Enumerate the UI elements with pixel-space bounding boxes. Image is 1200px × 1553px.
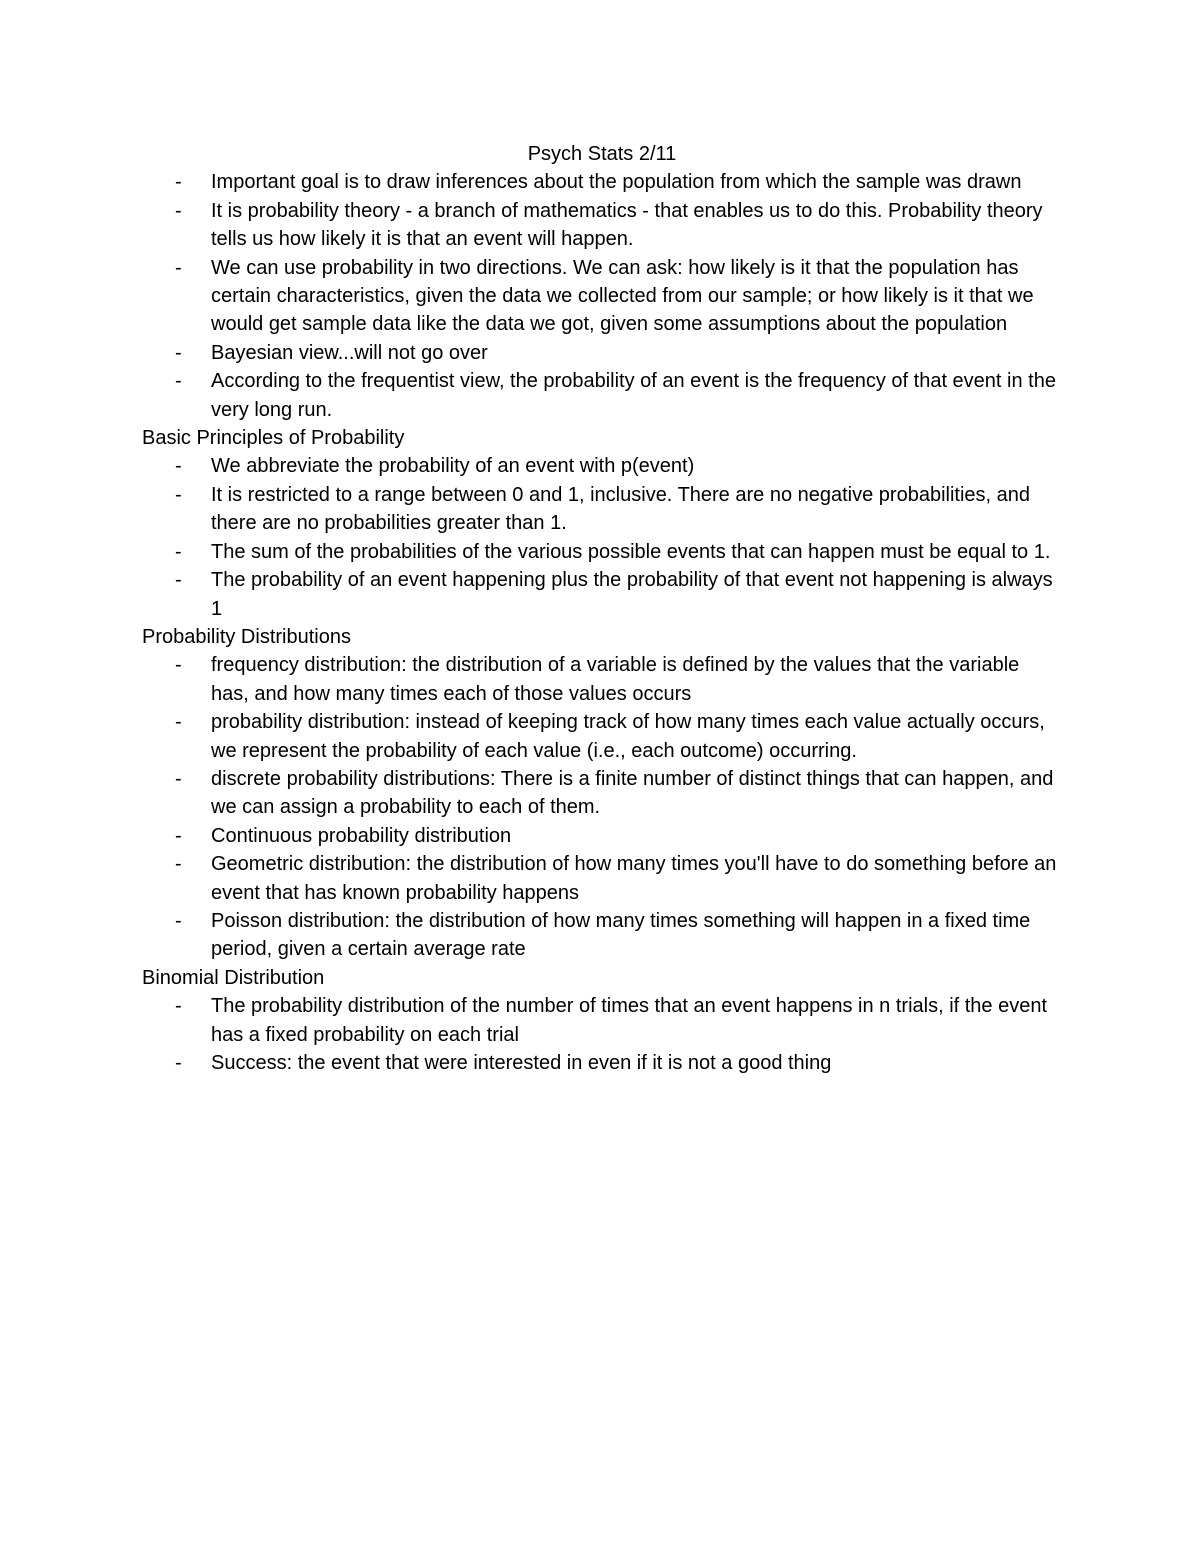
section-heading-basic-principles: Basic Principles of Probability xyxy=(142,427,405,450)
list-item xyxy=(142,254,1062,339)
list-item-text: Continuous probability distribution xyxy=(211,824,512,847)
list-item xyxy=(142,765,1062,822)
list-item-text: discrete probability distributions: There is a finite number of distinct things that can happen, and we can assign a probability to each of them. xyxy=(211,767,1054,819)
bullet-dash: - xyxy=(175,341,182,364)
basic-principles-bullet-list xyxy=(142,452,1062,622)
bullet-dash: - xyxy=(175,483,182,506)
bullet-dash: - xyxy=(175,199,182,222)
list-item xyxy=(142,566,1062,623)
list-item-text: We can use probability in two directions. We can ask: how likely is it that the population has certain characteristics, given the data we collected from our sample; or how likely is it that we would get sample data like the data we got, given some assumptions about the population xyxy=(211,256,1034,336)
bullet-dash: - xyxy=(175,455,182,478)
bullet-dash: - xyxy=(175,995,182,1018)
section-heading-probability-distributions: Probability Distributions xyxy=(142,625,351,648)
bullet-dash: - xyxy=(175,569,182,592)
page-title: Psych Stats 2/11 xyxy=(527,143,677,165)
list-item-text: It is restricted to a range between 0 and 1, inclusive. There are no negative probabilities, and there are no probabilities greater than 1. xyxy=(211,483,1031,535)
list-item-text: Success: the event that were interested in even if it is not a good thing xyxy=(211,1052,832,1074)
list-item-text: Poisson distribution: the distribution of how many times something will happen in a fixed time period, given a certain average rate xyxy=(211,909,1031,961)
list-item xyxy=(142,1049,1062,1077)
bullet-dash: - xyxy=(175,370,182,393)
list-item xyxy=(142,481,1062,538)
list-item xyxy=(142,992,1062,1049)
list-item xyxy=(142,538,1062,566)
bullet-dash: - xyxy=(175,540,182,563)
list-item xyxy=(142,197,1062,254)
bullet-dash: - xyxy=(175,909,182,932)
list-item-text: Geometric distribution: the distribution of how many times you'll have to do something before an event that has known probability happens xyxy=(211,853,1057,904)
list-item xyxy=(142,708,1062,765)
document-page xyxy=(142,140,1062,1077)
bullet-dash: - xyxy=(175,853,182,876)
list-item xyxy=(142,452,1062,480)
probability-distributions-bullet-list xyxy=(142,651,1062,963)
list-item-text: The sum of the probabilities of the various possible events that can happen must be equal to 1. xyxy=(211,540,1051,563)
list-item-text: probability distribution: instead of keeping track of how many times each value actually occurs, we represent the probability of each value (i.e., each outcome) occurring. xyxy=(211,711,1045,762)
list-item-text: We abbreviate the probability of an event with p(event) xyxy=(211,455,695,478)
bullet-dash: - xyxy=(175,1052,182,1074)
bullet-dash: - xyxy=(175,824,182,847)
list-item-text: The probability of an event happening plus the probability of that event not happening is always 1 xyxy=(211,569,1053,620)
list-item-text: Bayesian view...will not go over xyxy=(211,341,488,364)
bullet-dash: - xyxy=(175,711,182,734)
binomial-distribution-bullet-list xyxy=(142,992,1062,1077)
list-item-text: The probability distribution of the number of times that an event happens in n trials, if the event has a fixed probability on each trial xyxy=(211,995,1048,1046)
list-item xyxy=(142,822,1062,850)
list-item-text: Important goal is to draw inferences about the population from which the sample was drawn xyxy=(211,171,1022,194)
list-item xyxy=(142,651,1062,708)
list-item xyxy=(142,850,1062,907)
list-item-text: frequency distribution: the distribution of a variable is defined by the values that the variable has, and how many times each of those values occurs xyxy=(211,654,1020,705)
list-item xyxy=(142,168,1062,196)
intro-bullet-list xyxy=(142,168,1062,424)
list-item xyxy=(142,907,1062,964)
list-item-text: It is probability theory - a branch of mathematics - that enables us to do this. Probability theory tells us how likely it is that an event will happen. xyxy=(211,199,1043,251)
bullet-dash: - xyxy=(175,256,182,279)
list-item xyxy=(142,367,1062,424)
list-item xyxy=(142,339,1062,367)
list-item-text: According to the frequentist view, the probability of an event is the frequency of that event in the very long run. xyxy=(211,370,1056,421)
bullet-dash: - xyxy=(175,171,182,194)
bullet-dash: - xyxy=(175,767,182,790)
section-heading-binomial-distribution: Binomial Distribution xyxy=(142,966,325,989)
bullet-dash: - xyxy=(175,654,182,677)
